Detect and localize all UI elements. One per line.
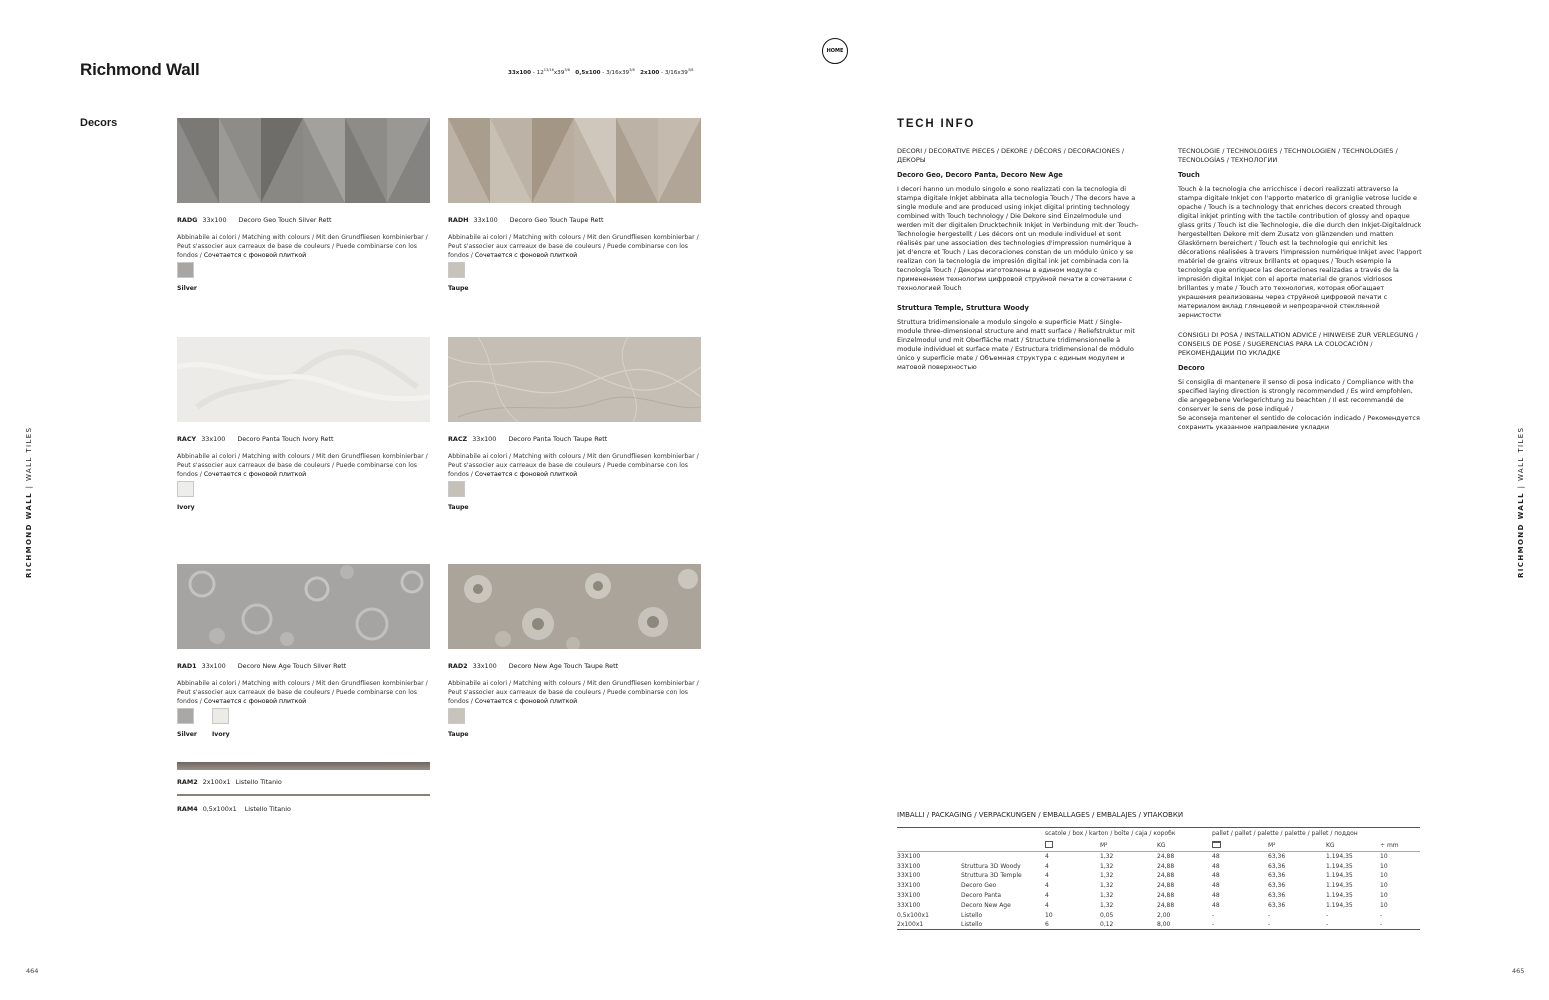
swatch-label: Ivory bbox=[177, 504, 195, 511]
table-cell: - bbox=[1212, 911, 1215, 919]
table-cell: 1,32 bbox=[1100, 853, 1114, 861]
home-button[interactable]: HOME bbox=[822, 38, 848, 64]
tech-column-decors bbox=[897, 147, 1142, 383]
table-cell: 33X100 bbox=[897, 892, 921, 900]
col-m2: M² bbox=[1268, 840, 1326, 852]
table-cell: Decoro Panta bbox=[961, 892, 1002, 900]
table-cell: - bbox=[1380, 920, 1420, 930]
matching-text: Abbinabile ai colori / Matching with colours / Mit den Grundfliesen kombinierbar / Peut s'associer aux carreaux de base de couleurs / Puede combinarse con los fondos / Сочетается с фоновой плиткой bbox=[448, 680, 699, 705]
page-number-right: 465 bbox=[1512, 967, 1525, 975]
table-cell: 1.194,35 bbox=[1326, 892, 1353, 900]
color-swatch-item bbox=[212, 708, 230, 738]
color-swatch bbox=[177, 708, 194, 724]
product-card bbox=[177, 337, 432, 511]
tech-info-title: TECH INFO bbox=[897, 118, 976, 130]
thickness-icon: ÷ bbox=[1380, 841, 1386, 849]
tile-image-newage-silver bbox=[177, 564, 430, 649]
table-cell: 1,32 bbox=[1100, 882, 1114, 890]
table-cell: - bbox=[1212, 920, 1268, 930]
tech-paragraph: Si consiglia di mantenere il senso di posa indicato / Compliance with the specified laying direction is strongly recommended / Es wird empfohlen, die angegebene Verlegerichtung zu beachten / Il est recommandé de conserver le sens de pose indiqué / bbox=[1178, 378, 1414, 413]
product-code: RAD2 bbox=[448, 662, 468, 670]
table-cell: 24,88 bbox=[1157, 872, 1175, 880]
product-code: RAM4 bbox=[177, 805, 198, 813]
product-size: 0,5x100x1 bbox=[202, 805, 237, 813]
swatch-row bbox=[448, 481, 703, 511]
table-cell: 1,32 bbox=[1100, 901, 1114, 909]
table-cell: 10 bbox=[1380, 892, 1388, 900]
tech-heading: CONSIGLI DI POSA / INSTALLATION ADVICE / HINWEISE ZUR VERLEGUNG / CONSEILS DE POSE / SUGERENCIAS PARA LA COLOCACIÓN / РЕКОМЕНДАЦИИ ПО УКЛАДКЕ bbox=[1178, 331, 1418, 357]
color-swatch bbox=[177, 262, 194, 278]
table-cell: 1.194,35 bbox=[1326, 882, 1353, 890]
table-cell: 63,36 bbox=[1268, 892, 1286, 900]
section-title: Decors bbox=[80, 117, 118, 129]
table-header-row bbox=[897, 840, 1420, 852]
product-code-line bbox=[177, 435, 432, 443]
table-cell: 24,88 bbox=[1157, 892, 1175, 900]
table-cell: Decoro Geo bbox=[961, 882, 997, 890]
tech-paragraph: Se aconseja mantener el sentido de colocación indicado / Рекомендуется сохранить указанное направление укладки bbox=[1178, 414, 1420, 431]
table-cell: 1.194,35 bbox=[1326, 853, 1353, 861]
side-label-right: RICHMOND WALL | WALL TILES bbox=[1517, 426, 1525, 578]
product-card bbox=[177, 564, 432, 738]
product-size: 2x100x1 bbox=[202, 778, 231, 786]
col-kg: KG bbox=[1326, 840, 1380, 852]
color-swatch-item bbox=[448, 481, 469, 511]
table-cell: 48 bbox=[1212, 853, 1220, 861]
table-cell: 24,88 bbox=[1157, 853, 1175, 861]
product-card bbox=[177, 118, 432, 292]
table-cell: 10 bbox=[1380, 882, 1388, 890]
side-label-left: RICHMOND WALL | WALL TILES bbox=[25, 426, 33, 578]
box-header: scatole / box / karton / boîte / caja / коробк bbox=[1045, 828, 1212, 840]
table-cell: 6 bbox=[1045, 920, 1100, 930]
product-code-line bbox=[448, 662, 703, 670]
table-cell: 0,12 bbox=[1100, 920, 1157, 930]
format-size: 2x100 bbox=[640, 69, 660, 76]
table-cell: Listello bbox=[961, 920, 1045, 930]
page-number-left: 464 bbox=[26, 967, 39, 975]
table-cell: 33X100 bbox=[897, 862, 921, 870]
table-cell: - bbox=[1326, 920, 1380, 930]
table-cell: 63,36 bbox=[1268, 882, 1286, 890]
table-cell: 4 bbox=[1045, 892, 1049, 900]
table-cell: 1,32 bbox=[1100, 872, 1114, 880]
table-cell: 63,36 bbox=[1268, 862, 1286, 870]
table-cell: 24,88 bbox=[1157, 882, 1175, 890]
tile-image-newage-taupe bbox=[448, 564, 701, 649]
tech-subheading: Decoro bbox=[1178, 364, 1205, 372]
tech-column-technologies bbox=[1178, 147, 1423, 432]
product-code: RACZ bbox=[448, 435, 468, 443]
tile-image-panta-ivory bbox=[177, 337, 430, 422]
table-cell: 33X100 bbox=[897, 872, 921, 880]
product-code: RACY bbox=[177, 435, 197, 443]
product-name: Decoro New Age Touch Taupe Rett bbox=[508, 662, 619, 670]
product-card bbox=[448, 337, 703, 511]
table-cell: 4 bbox=[1045, 901, 1049, 909]
color-swatch-item bbox=[177, 708, 197, 738]
tech-subheading: Struttura Temple, Struttura Woody bbox=[897, 304, 1029, 312]
table-row bbox=[897, 910, 1420, 920]
swatch-label: Silver bbox=[177, 285, 197, 292]
matching-text: Abbinabile ai colori / Matching with colours / Mit den Grundfliesen kombinierbar / Peut s'associer aux carreaux de base de couleurs / Puede combinarse con los fondos / Сочетается с фоновой плиткой bbox=[177, 453, 428, 478]
table-cell: - bbox=[1380, 911, 1383, 919]
table-cell: 48 bbox=[1212, 872, 1220, 880]
table-cell: Struttura 3D Woody bbox=[961, 862, 1021, 870]
product-name: Decoro Geo Touch Silver Rett bbox=[238, 216, 332, 224]
product-name: Listello Titanio bbox=[244, 805, 291, 813]
table-cell: 1.194,35 bbox=[1326, 901, 1353, 909]
product-code-line bbox=[448, 435, 703, 443]
listello-code-line bbox=[177, 778, 282, 786]
color-swatch-item bbox=[448, 262, 469, 292]
table-cell: 48 bbox=[1212, 901, 1220, 909]
tile-image-panta-taupe bbox=[448, 337, 701, 422]
product-name: Decoro New Age Touch Silver Rett bbox=[237, 662, 347, 670]
table-cell: - bbox=[1268, 920, 1326, 930]
page-title: Richmond Wall bbox=[80, 60, 200, 79]
product-code-line bbox=[177, 662, 432, 670]
color-swatch bbox=[212, 708, 229, 724]
table-cell: 48 bbox=[1212, 882, 1220, 890]
matching-text: Abbinabile ai colori / Matching with colours / Mit den Grundfliesen kombinierbar / Peut s'associer aux carreaux de base de couleurs / Puede combinarse con los fondos / Сочетается с фоновой плиткой bbox=[177, 680, 428, 705]
product-card bbox=[448, 564, 703, 738]
table-cell bbox=[961, 852, 1045, 862]
product-size: 33x100 bbox=[472, 662, 497, 670]
table-cell: 0,05 bbox=[1100, 911, 1114, 919]
table-cell: 2x100x1 bbox=[897, 920, 961, 930]
table-cell: 48 bbox=[1212, 862, 1220, 870]
table-cell: 10 bbox=[1380, 872, 1388, 880]
table-cell: 33X100 bbox=[897, 901, 921, 909]
col-mm: mm bbox=[1386, 841, 1399, 849]
product-code: RAD1 bbox=[177, 662, 197, 670]
product-name: Decoro Geo Touch Taupe Rett bbox=[509, 216, 604, 224]
color-swatch-item bbox=[177, 262, 197, 292]
format-size: 0,5x100 bbox=[575, 69, 601, 76]
table-header-row bbox=[897, 828, 1420, 840]
product-name: Decoro Panta Touch Ivory Rett bbox=[237, 435, 334, 443]
product-name: Listello Titanio bbox=[235, 778, 282, 786]
table-row bbox=[897, 891, 1420, 901]
table-cell: Decoro New Age bbox=[961, 901, 1011, 909]
product-size: 33x100 bbox=[201, 435, 226, 443]
table-cell: 4 bbox=[1045, 853, 1049, 861]
tech-heading: TECNOLOGIE / TECHNOLOGIES / TECHNOLOGIEN / TECHNOLOGIES / TECNOLOGÍAS / ТЕХНОЛОГИИ bbox=[1178, 147, 1398, 164]
table-cell: 33X100 bbox=[897, 853, 921, 861]
table-cell: 63,36 bbox=[1268, 853, 1286, 861]
swatch-label: Taupe bbox=[448, 731, 469, 738]
packaging-title: IMBALLI / PACKAGING / VERPACKUNGEN / EMBALLAGES / EMBALAJES / УПАКОВКИ bbox=[897, 811, 1184, 819]
product-size: 33x100 bbox=[472, 435, 497, 443]
product-code: RADG bbox=[177, 216, 198, 224]
tech-subheading: Decoro Geo, Decoro Panta, Decoro New Age bbox=[897, 171, 1063, 179]
table-cell: 24,88 bbox=[1157, 862, 1175, 870]
pallet-icon bbox=[1212, 841, 1221, 848]
table-cell: 48 bbox=[1212, 892, 1220, 900]
format-sizes: $33x100 - 12^{13/16}x39^{3/8}$ $0,5x100 - 3/16x39^{3/8}$ $2x100 - 3/16x39^{3/8}$ bbox=[508, 68, 694, 76]
swatch-row bbox=[448, 262, 703, 292]
product-size: 33x100 bbox=[473, 216, 498, 224]
box-icon bbox=[1045, 841, 1053, 848]
product-name: Decoro Panta Touch Taupe Rett bbox=[508, 435, 608, 443]
table-cell: - bbox=[1326, 911, 1329, 919]
listello-image-ram4 bbox=[177, 794, 430, 796]
table-cell: 1,32 bbox=[1100, 892, 1114, 900]
product-code: RAM2 bbox=[177, 778, 198, 786]
pallet-header: pallet / pallet / palette / palette / pallet / поддон bbox=[1212, 828, 1420, 840]
tech-subheading: Touch bbox=[1178, 171, 1200, 179]
table-cell: 1,32 bbox=[1100, 862, 1114, 870]
tech-paragraph: Struttura tridimensionale a modulo singolo e superficie Matt / Single-module three-dimensional structure and matt surface / Reliefstruktur mit Einzelmodul und mit Oberfläche matt / Structure tridimensionnelle à module individuel et surface mate / Estructura tridimensional de módulo único y superficie mate / Объемная структура с единым модулем и матовой поверхностью bbox=[897, 318, 1135, 371]
table-cell: Listello bbox=[961, 911, 983, 919]
matching-text: Abbinabile ai colori / Matching with colours / Mit den Grundfliesen kombinierbar / Peut s'associer aux carreaux de base de couleurs / Puede combinarse con los fondos / Сочетается с фоновой плиткой bbox=[448, 234, 699, 259]
tile-image-geo-taupe bbox=[448, 118, 701, 203]
table-row bbox=[897, 920, 1420, 930]
table-row bbox=[897, 861, 1420, 871]
table-cell: - bbox=[1268, 911, 1271, 919]
table-row bbox=[897, 900, 1420, 910]
product-size: 33x100 bbox=[202, 216, 227, 224]
matching-text: Abbinabile ai colori / Matching with colours / Mit den Grundfliesen kombinierbar / Peut s'associer aux carreaux de base de couleurs / Puede combinarse con los fondos / Сочетается с фоновой плиткой bbox=[177, 234, 428, 259]
swatch-label: Taupe bbox=[448, 504, 469, 511]
swatch-row bbox=[448, 708, 703, 738]
table-cell: 2,00 bbox=[1157, 911, 1171, 919]
product-code-line bbox=[448, 216, 703, 224]
table-row bbox=[897, 881, 1420, 891]
color-swatch-item bbox=[448, 708, 469, 738]
col-kg: KG bbox=[1157, 840, 1212, 852]
swatch-label: Ivory bbox=[211, 731, 230, 738]
listello-code-line bbox=[177, 805, 291, 813]
table-cell: 63,36 bbox=[1268, 872, 1286, 880]
tile-image-geo-silver bbox=[177, 118, 430, 203]
table-cell: 4 bbox=[1045, 882, 1049, 890]
table-cell: 8,00 bbox=[1157, 920, 1212, 930]
color-swatch bbox=[448, 262, 465, 278]
table-cell: 33X100 bbox=[897, 882, 921, 890]
listello-image-ram2 bbox=[177, 762, 430, 770]
table-cell: 10 bbox=[1380, 853, 1388, 861]
swatch-row bbox=[177, 481, 432, 511]
table-cell: Struttura 3D Temple bbox=[961, 872, 1022, 880]
tech-heading: DECORI / DECORATIVE PIECES / DEKORE / DÉCORS / DECORACIONES / ДЕКОРЫ bbox=[897, 147, 1125, 164]
swatch-row bbox=[177, 708, 432, 738]
color-swatch-item bbox=[177, 481, 195, 511]
table-row bbox=[897, 852, 1420, 862]
table-cell: 10 bbox=[1380, 862, 1388, 870]
tech-paragraph: I decori hanno un modulo singolo e sono realizzati con la tecnologia di stampa digitale Inkjet abbinata alla tecnologia Touch / The decors have a single module and are produced using inkjet digital printing technology combined with Touch technology / Die Dekore sind Einzelmodule und werden mit der digitalen Drucktechnik Inkjet in Verbindung mit der Touch-Technologie hergestellt / Les décors ont un module individuel et sont réalisés par une association des technologies d'impression numérique à jet d'encre et Touch / Las decoraciones constan de un módulo único y se realizan con la tecnología de impresión digital ink jet combinada con la tecnología Touch / Декоры изготовлены в едином модуле с применением технологии цифровой струйной печати в сочетании с технологией Touch bbox=[897, 185, 1139, 292]
col-m2: M² bbox=[1100, 840, 1157, 852]
product-code-line bbox=[177, 216, 432, 224]
table-cell: 10 bbox=[1380, 901, 1388, 909]
product-code: RADH bbox=[448, 216, 469, 224]
swatch-row bbox=[177, 262, 432, 292]
color-swatch bbox=[448, 481, 465, 497]
table-cell: 1.194,35 bbox=[1326, 872, 1353, 880]
table-cell: 4 bbox=[1045, 872, 1049, 880]
table-cell: 0,5x100x1 bbox=[897, 911, 929, 919]
swatch-label: Taupe bbox=[448, 285, 469, 292]
table-cell: 4 bbox=[1045, 862, 1049, 870]
table-cell: 24,88 bbox=[1157, 901, 1175, 909]
format-size: 33x100 bbox=[508, 69, 532, 76]
table-cell: 10 bbox=[1045, 911, 1053, 919]
table-row bbox=[897, 871, 1420, 881]
packaging-table bbox=[897, 827, 1420, 930]
matching-text: Abbinabile ai colori / Matching with colours / Mit den Grundfliesen kombinierbar / Peut s'associer aux carreaux de base de couleurs / Puede combinarse con los fondos / Сочетается с фоновой плиткой bbox=[448, 453, 699, 478]
packaging-table-body bbox=[897, 852, 1420, 930]
table-cell: 1.194,35 bbox=[1326, 862, 1353, 870]
tech-paragraph: Touch è la tecnologia che arricchisce i decori realizzati attraverso la stampa digitale Inkjet con l'apporto materico di graniglie vetrose lucide e opache / Touch is a technology that enriches decors created through digital inkjet printing with the tactile contribution of glossy and opaque glass grits / Touch ist die Technologie, die die durch den Inkjet-Digitaldruck hergestellten Dekore mit dem Zusatz von glänzenden und matten Glaskörnern bereichert / Touch est la technologie qui enrichit les décorations réalisées à travers l'impression numérique Inkjet avec l'apport matériel de grains vitreux brillants et opaques / Touch esempio la tecnología que enriquece las decoraciones realizadas a través de la impresión digital Inkjet con el aporte material de granos vidriosos brillantes y mate / Touch это технология, которая обогащает украшения реализованы через струйной цифровой печати с материалом вклад глянцевой и непрозрачной стеклянной зернистости bbox=[1178, 185, 1422, 319]
color-swatch bbox=[177, 481, 194, 497]
product-card bbox=[448, 118, 703, 292]
color-swatch bbox=[448, 708, 465, 724]
swatch-label: Silver bbox=[177, 731, 197, 738]
table-cell: 63,36 bbox=[1268, 901, 1286, 909]
product-size: 33x100 bbox=[201, 662, 226, 670]
